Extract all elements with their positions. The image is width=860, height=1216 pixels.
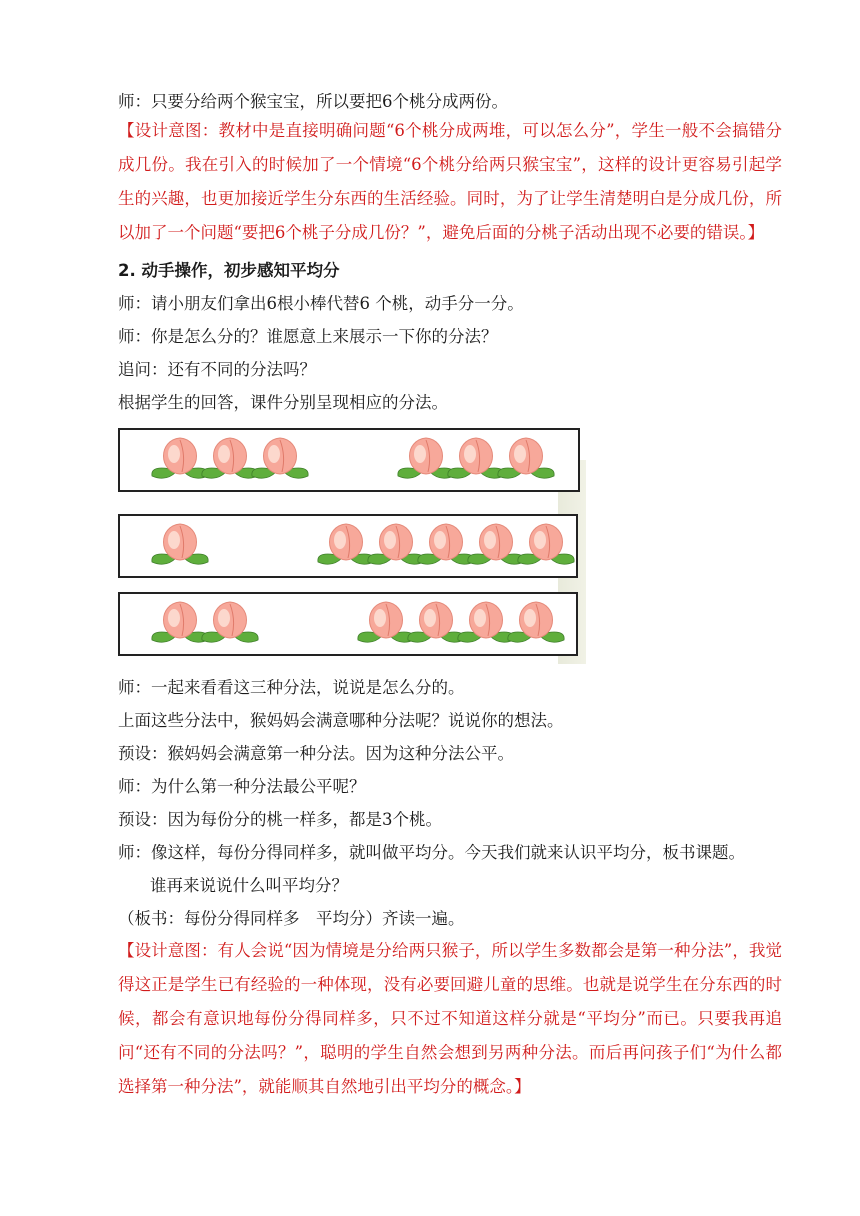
section-heading: 2. 动手操作，初步感知平均分: [118, 261, 340, 280]
peach-icon: [358, 602, 414, 642]
peach-icon: [202, 438, 258, 478]
text-line: （板书：每份分得同样多 平均分）齐读一遍。: [118, 909, 465, 928]
peach-icon: [498, 438, 554, 478]
text-line: 上面这些分法中，猴妈妈会满意哪种分法呢？说说你的想法。: [118, 711, 564, 730]
peach-division-figure: [118, 428, 586, 664]
text-line: 师：请小朋友们拿出6根小棒代替6 个桃，动手分一分。: [118, 294, 524, 313]
peach-icon: [418, 524, 474, 564]
peach-icon: [318, 524, 374, 564]
text-line: 师：只要分给两个猴宝宝，所以要把6个桃分成两份。: [118, 92, 508, 111]
text-line: 根据学生的回答，课件分别呈现相应的分法。: [118, 393, 448, 412]
design-intent-2: [118, 934, 782, 1104]
text-line: 师：为什么第一种分法最公平呢？: [118, 777, 366, 796]
peach-icon: [202, 602, 258, 642]
peach-icon: [408, 602, 464, 642]
peach-icon: [152, 602, 208, 642]
peach-icon: [252, 438, 308, 478]
text-line: 预设：猴妈妈会满意第一种分法。因为这种分法公平。: [118, 744, 514, 763]
peach-icon: [368, 524, 424, 564]
peach-icon: [468, 524, 524, 564]
text-line: 谁再来说说什么叫平均分？: [150, 876, 348, 895]
text-line: 师：一起来看看这三种分法，说说是怎么分的。: [118, 678, 465, 697]
peach-icon: [448, 438, 504, 478]
peach-icon: [398, 438, 454, 478]
peach-layer: [118, 428, 586, 664]
design-intent-text: 【设计意图：教材中是直接明确问题“6个桃分成两堆，可以怎么分”，学生一般不会搞错分成几份。我在引入的时候加了一个情境“6个桃分给两只猴宝宝”，这样的设计更容易引起学生的兴趣，也更加接近学生分东西的生活经验。同时，为了让学生清楚明白是分成几份，所以加了一个问题“要把6个桃子分成几份？”，避免后面的分桃子活动出现不必要的错误。】: [118, 121, 782, 242]
text-line: 师：像这样，每份分得同样多，就叫做平均分。今天我们就来认识平均分，板书课题。: [118, 843, 745, 862]
text-line: 追问：还有不同的分法吗？: [118, 360, 316, 379]
peach-icon: [152, 438, 208, 478]
text-line: 预设：因为每份分的桃一样多，都是3个桃。: [118, 810, 442, 829]
design-intent-1: [118, 114, 782, 250]
peach-icon: [518, 524, 574, 564]
peach-icon: [152, 524, 208, 564]
peach-icon: [508, 602, 564, 642]
peach-icon: [458, 602, 514, 642]
design-intent-text: 【设计意图：有人会说“因为情境是分给两只猴子，所以学生多数都会是第一种分法”，我觉得这正是学生已有经验的一种体现，没有必要回避儿童的思维。也就是说学生在分东西的时候，都会有意识地每份分得同样多，只不过不知道这样分就是“平均分”而已。只要我再追问“还有不同的分法吗？”，聪明的学生自然会想到另两种分法。而后再问孩子们“为什么都选择第一种分法”，就能顺其自然地引出平均分的概念。】: [118, 941, 782, 1096]
text-line: 师：你是怎么分的？谁愿意上来展示一下你的分法？: [118, 327, 498, 346]
